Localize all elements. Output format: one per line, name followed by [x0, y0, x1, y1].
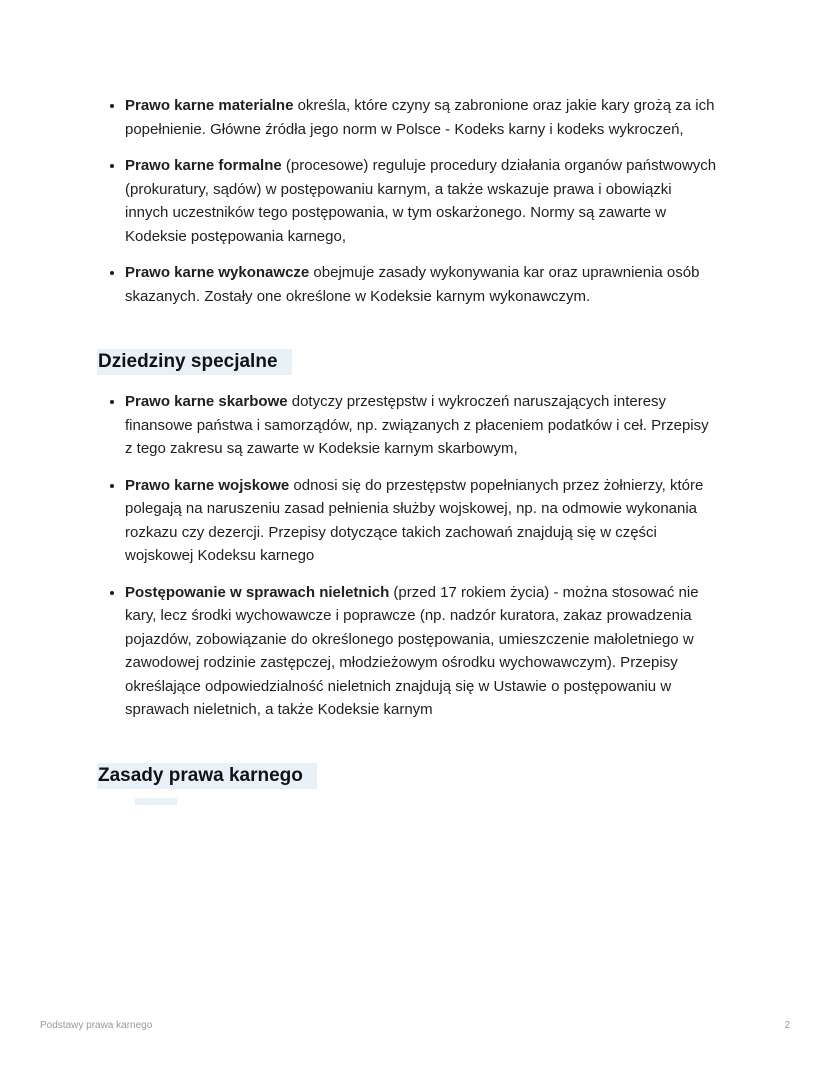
- heading-highlight: Dziedziny specjalne: [97, 349, 292, 375]
- bullet-lead-bold: Prawo karne wojskowe: [125, 476, 290, 494]
- list-item: [125, 94, 719, 141]
- bullet-text: odnosi się do przestępstw popełnianych przez żołnierzy, które polegają na naruszeniu zasad pełnienia służby wojskowej, np. na odmowie wykonania rozkazu czy dezercji. Przepisy dotyczące takich zachowań znajdują się w części wojskowej Kodeksu karnego: [125, 476, 704, 564]
- bullet-lead-bold: Prawo karne skarbowe: [125, 393, 288, 410]
- list-item: [125, 390, 719, 461]
- document-content: [97, 94, 719, 804]
- section-heading-zasady-prawa-karnego: [97, 764, 719, 788]
- bullet-list-rodzaje-prawa-karnego: [97, 94, 719, 308]
- bullet-list-dziedziny-specjalne: [97, 390, 719, 722]
- list-item: [125, 154, 719, 248]
- bullet-text: (procesowe) reguluje procedury działania organów państwowych (prokuratury, sądów) w postępowaniu karnym, a także wskazuje prawa i obowiązki innych uczestników tego postępowania, w tym oskarżonego. Normy są zawarte w Kodeksie postępowania karnego,: [125, 157, 717, 245]
- bullet-lead-bold: Prawo karne materialne: [125, 97, 294, 114]
- list-item: [125, 261, 719, 308]
- bullet-text: obejmuje zasady wykonywania kar oraz uprawnienia osób skazanych. Zostały one określone w Kodeksie karnym wykonawczym.: [125, 264, 700, 305]
- bullet-text: dotyczy przestępstw i wykroczeń naruszających interesy finansowe państwa i samorządów, np. związanych z płaceniem podatków i ceł. Przepisy z tego zakresu są zawarte w Kodeksie karnym skarbowym,: [125, 393, 709, 457]
- bullet-lead-bold: Prawo karne formalne: [125, 157, 282, 174]
- heading-highlight: Zasady prawa karnego: [97, 763, 317, 789]
- list-item: [125, 581, 719, 722]
- list-item: [125, 474, 719, 568]
- footer-document-title: Podstawy prawa karnego: [40, 1020, 153, 1031]
- bullet-lead-bold: Postępowanie w sprawach nieletnich: [125, 583, 390, 601]
- bullet-text: określa, które czyny są zabronione oraz jakie kary grożą za ich popełnienie. Główne źródła jego norm w Polsce - Kodeks karny i kodeks wykroczeń,: [125, 97, 715, 138]
- page-footer: [40, 1020, 790, 1031]
- footer-page-number: 2: [784, 1020, 790, 1031]
- highlight-artifact: [135, 798, 177, 805]
- bullet-text: (przed 17 rokiem życia) - można stosować nie kary, lecz środki wychowawcze i poprawcze (np. nadzór kuratora, zakaz prowadzenia pojazdów, zobowiązanie do określonego postępowania, umieszczenie małoletniego w zawodowej rodzinie zastępczej, młodzieżowym ośrodku wychowawczym). Przepisy określające odpowiedzialność nieletnich znajdują się w Ustawie o postępowaniu w sprawach nieletnich, a także Kodeksie karnym: [125, 583, 699, 718]
- bullet-lead-bold: Prawo karne wykonawcze: [125, 264, 310, 281]
- section-heading-dziedziny-specjalne: [97, 350, 719, 374]
